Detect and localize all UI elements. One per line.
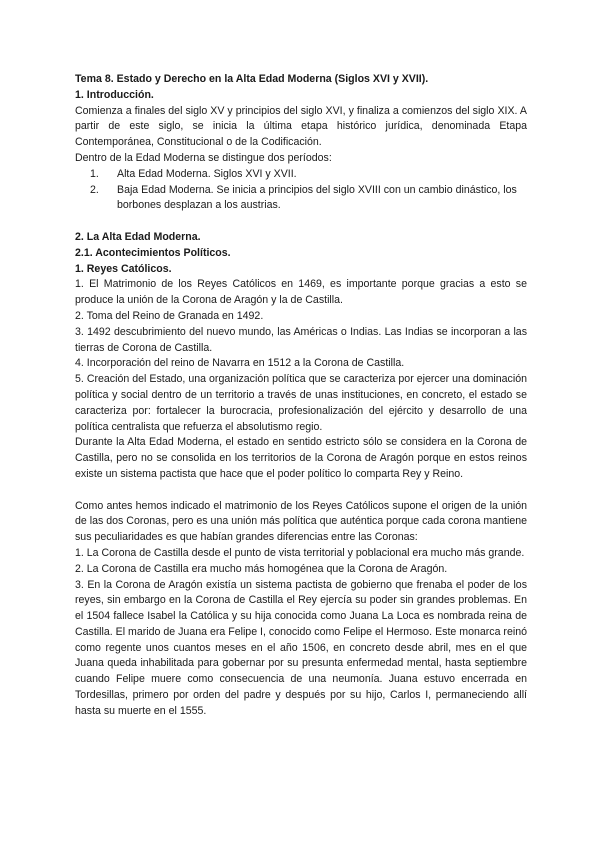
- periods-intro: Dentro de la Edad Moderna se distingue dos períodos:: [75, 151, 332, 164]
- matrimonio-paragraph: Como antes hemos indicado el matrimonio de los Reyes Católicos supone el origen de la unión de las dos Coronas, pero es una unión más política que auténtica porque cada corona mantiene sus peculiaridades es que habían grandes diferencias entre las Coronas:: [75, 499, 527, 544]
- estado-paragraph: Durante la Alta Edad Moderna, el estado en sentido estricto sólo se considera en la Corona de Castilla, pero no se consolida en los territorios de la Corona de Aragón porque en estos reinos existe un sistema pactista que hace que el poder político lo comparta Rey y Reino.: [75, 436, 527, 480]
- spacer: [75, 214, 527, 230]
- event-paragraph: 5. Creación del Estado, una organización política que se caracteriza por ejercer una dominación política y social dentro de un territorio a través de unas instituciones, en concreto, el estado se caracteriza por: fortalecer la burocracia, profesionalización del ejército y desarrollo de una política centralista que refuerza el absolutismo regio.: [75, 373, 527, 433]
- list-item-text: Alta Edad Moderna. Siglos XVI y XVII.: [117, 167, 297, 180]
- difference-paragraph: 1. La Corona de Castilla desde el punto de vista territorial y poblacional era mucho más grande.: [75, 546, 525, 559]
- section-1-heading: 1. Introducción.: [75, 88, 154, 101]
- document-body: [75, 72, 527, 720]
- difference-paragraph: 3. En la Corona de Aragón existía un sistema pactista de gobierno que frenaba el poder de los reyes, sin embargo en la Corona de Castilla el Rey ejercía su poder sin grandes problemas. En el 1504 fallece Isabel la Católica y su hija conocida como Juana La Loca es nombrada reina de Castilla. El marido de Juana era Felipe I, conocido como Felipe el Hermoso. Este monarca reinó como regente unos cuantos meses en el año 1506, en concreto desde abril, mes en el que Juana queda inhabilitada para gobernar por su presunta enfermedad mental, hasta septiembre cuando Felipe muere como consecuencia de una neumonía. Juana estuvo encerrada en Tordesillas, primero por orden del padre y después por su hijo, Carlos I, permaneciendo allí hasta su muerte en el 1555.: [75, 578, 527, 717]
- difference-paragraph: 2. La Corona de Castilla era mucho más homogénea que la Corona de Aragón.: [75, 562, 448, 575]
- event-paragraph: 1. El Matrimonio de los Reyes Católicos en 1469, es importante porque gracias a esto se produce la unión de la Corona de Aragón y la de Castilla.: [75, 278, 527, 307]
- intro-paragraph: Comienza a finales del siglo XV y principios del siglo XVI, y finaliza a comienzos del siglo XIX. A partir de este siglo, se inicia la última etapa histórico jurídica, denominada Etapa Contemporánea, Constitucional o de la Codificación.: [75, 104, 527, 149]
- list-item-number: 2.: [90, 183, 99, 196]
- event-paragraph: 3. 1492 descubrimiento del nuevo mundo, las Américas o Indias. Las Indias se incorporan a las tierras de Corona de Castilla.: [75, 325, 527, 354]
- section-2-1-heading: 2.1. Acontecimientos Políticos.: [75, 246, 231, 259]
- document-title: Tema 8. Estado y Derecho en la Alta Edad Moderna (Siglos XVI y XVII).: [75, 73, 429, 85]
- event-paragraph: 4. Incorporación del reino de Navarra en 1512 a la Corona de Castilla.: [75, 357, 405, 370]
- reyes-catolicos-heading: 1. Reyes Católicos.: [75, 262, 172, 275]
- spacer: [75, 483, 527, 499]
- section-2-heading: 2. La Alta Edad Moderna.: [75, 230, 201, 243]
- list-item: [90, 183, 527, 215]
- list-item: [90, 167, 527, 183]
- list-item-text: Baja Edad Moderna. Se inicia a principios del siglo XVIII con un cambio dinástico, los borbones desplazan a los austrias.: [117, 183, 517, 212]
- event-paragraph: 2. Toma del Reino de Granada en 1492.: [75, 309, 264, 322]
- periods-list: [75, 167, 527, 214]
- list-item-number: 1.: [90, 167, 99, 180]
